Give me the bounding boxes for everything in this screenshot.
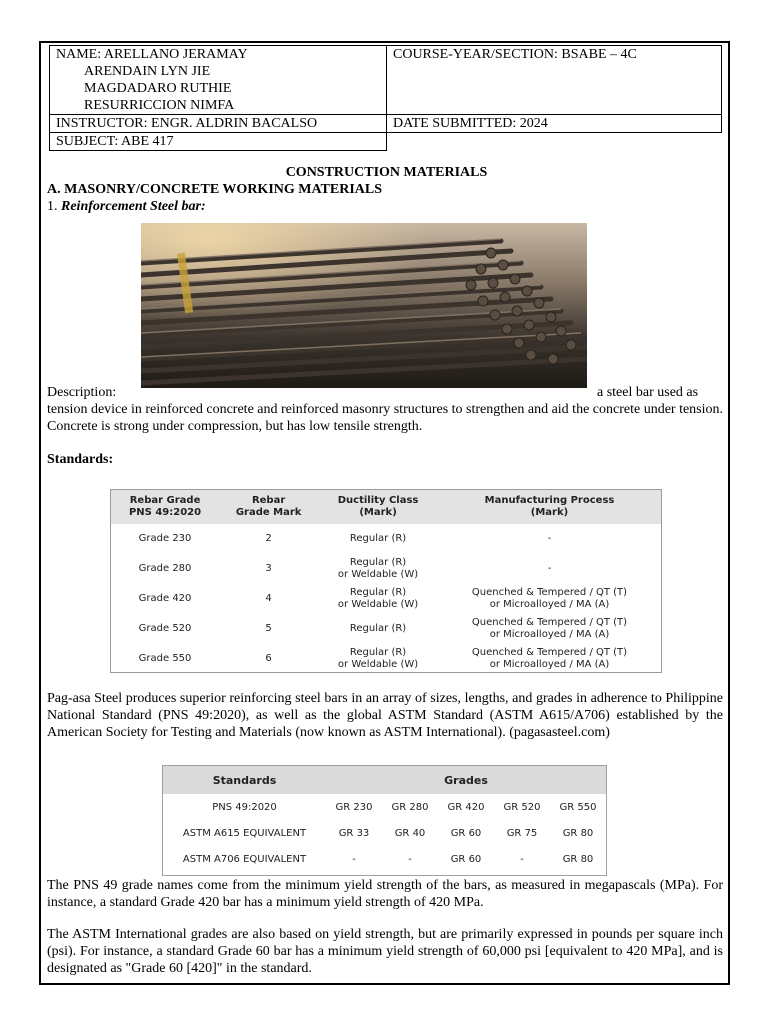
name-entry: MAGDADARO RUTHIE [84, 81, 232, 96]
standards-heading: Standards: [47, 452, 114, 467]
paragraph-astm: The ASTM International grades are also based on yield strength, but are primarily expressed in pounds per square inch (psi). For instance, a standard Grade 60 bar has a minimum yield strength of 60,000 psi [equivalent to 420 MPa], and is designated as "Grade 60 [420]" in the standard. [47, 927, 723, 976]
table-cell: 2 [265, 533, 272, 544]
table-cell: GR 230 [335, 801, 373, 813]
name-entry: RESURRICCION NIMFA [84, 98, 235, 113]
table-cell: ASTM A615 EQUIVALENT [182, 827, 307, 839]
name-label: NAME: ARELLANO JERAMAY [56, 47, 248, 62]
table-row [163, 846, 606, 872]
header-table [49, 45, 722, 151]
table-cell: Regular (R) [349, 623, 407, 634]
names-cell [50, 46, 387, 115]
table-row [111, 644, 661, 674]
subject-cell: SUBJECT: ABE 417 [50, 133, 387, 151]
table-cell: ASTM A706 EQUIVALENT [182, 853, 307, 865]
item-number: 1. [47, 199, 61, 214]
table-header-row [163, 766, 606, 794]
table-cell: - [547, 533, 552, 544]
empty-cell [387, 133, 722, 151]
description-body: tension device in reinforced concrete and reinforced masonry structures to strengthen and aid the concrete under tension. Concrete is strong under compression, but has low tensile strength. [47, 402, 724, 434]
table-cell: Grade 420 [138, 593, 192, 604]
table-cell: 6 [265, 653, 272, 664]
paragraph-pns: The PNS 49 grade names come from the minimum yield strength of the bars, as measured in megapascals (MPa). For instance, a standard Grade 420 bar has a minimum yield strength of 420 MPa. [47, 878, 723, 910]
table-cell: Regular (R) [349, 533, 407, 544]
table-row [111, 554, 661, 584]
table-row [163, 794, 606, 820]
table-header-cell: Standards [163, 766, 326, 794]
table-header-cell: Rebar Grade Mark [219, 490, 318, 524]
section-heading: A. MASONRY/CONCRETE WORKING MATERIALS [47, 182, 383, 197]
rebar-photo [141, 223, 587, 388]
table-cell: GR 520 [503, 801, 541, 813]
table-cell: - [352, 853, 356, 865]
table-cell: GR 75 [506, 827, 538, 839]
rebar-grade-table [110, 489, 662, 673]
table-cell: GR 280 [391, 801, 429, 813]
table-cell: GR 80 [562, 853, 594, 865]
date-cell: DATE SUBMITTED: 2024 [387, 115, 722, 133]
table-cell: GR 40 [394, 827, 426, 839]
table-cell: Quenched & Tempered / QT (T) or Microalloyed / MA (A) [471, 617, 628, 640]
name-entry: ARENDAIN LYN JIE [84, 64, 211, 79]
table-header-cell: Manufacturing Process (Mark) [438, 490, 661, 524]
table-row [111, 524, 661, 554]
table-header-row [111, 490, 661, 524]
table-header-cell: Grades [326, 766, 606, 794]
table-cell: Grade 280 [138, 563, 192, 574]
table-cell: GR 550 [559, 801, 597, 813]
table-cell: Regular (R) or Weldable (W) [337, 647, 419, 670]
item-title: Reinforcement Steel bar: [61, 199, 206, 214]
table-row [111, 584, 661, 614]
table-cell: Grade 550 [138, 653, 192, 664]
table-cell: 4 [265, 593, 272, 604]
table-row [111, 614, 661, 644]
description-tail: a steel bar used as [597, 385, 699, 400]
item-heading [47, 198, 206, 215]
table-cell: Grade 520 [138, 623, 192, 634]
table-cell: Regular (R) or Weldable (W) [337, 557, 419, 580]
table-cell: GR 80 [562, 827, 594, 839]
description-label: Description: [47, 385, 117, 400]
table-cell: Grade 230 [138, 533, 192, 544]
document-page [39, 41, 730, 985]
grades-table [162, 765, 607, 876]
table-cell: GR 33 [338, 827, 370, 839]
table-cell: Quenched & Tempered / QT (T) or Microalloyed / MA (A) [471, 587, 628, 610]
table-cell: - [520, 853, 524, 865]
table-cell: Quenched & Tempered / QT (T) or Microalloyed / MA (A) [471, 647, 628, 670]
table-cell: GR 420 [447, 801, 485, 813]
paragraph-pagasa: Pag-asa Steel produces superior reinforcing steel bars in an array of sizes, lengths, and grades in adherence to Philippine National Standard (PNS 49:2020), as well as the global ASTM Standard (ASTM A615/A706) established by the American Society for Testing and Materials (now known as ASTM International). (pagasasteel.com) [47, 691, 723, 740]
table-header-cell: Rebar Grade PNS 49:2020 [111, 490, 219, 524]
rebar-grade-table-grid [111, 490, 661, 674]
table-cell: 5 [265, 623, 272, 634]
table-cell: GR 60 [450, 827, 482, 839]
grades-table-grid [163, 766, 606, 872]
rebar-bundle-image [141, 223, 587, 388]
course-cell: COURSE-YEAR/SECTION: BSABE – 4C [387, 46, 722, 115]
table-row [163, 820, 606, 846]
table-header-cell: Ductility Class (Mark) [318, 490, 438, 524]
table-cell: Regular (R) or Weldable (W) [337, 587, 419, 610]
table-cell: GR 60 [450, 853, 482, 865]
table-cell: - [547, 563, 552, 574]
doc-title: CONSTRUCTION MATERIALS [285, 165, 488, 180]
table-cell: PNS 49:2020 [212, 801, 277, 813]
instructor-cell: INSTRUCTOR: ENGR. ALDRIN BACALSO [50, 115, 387, 133]
table-cell: 3 [265, 563, 272, 574]
table-cell: - [408, 853, 412, 865]
